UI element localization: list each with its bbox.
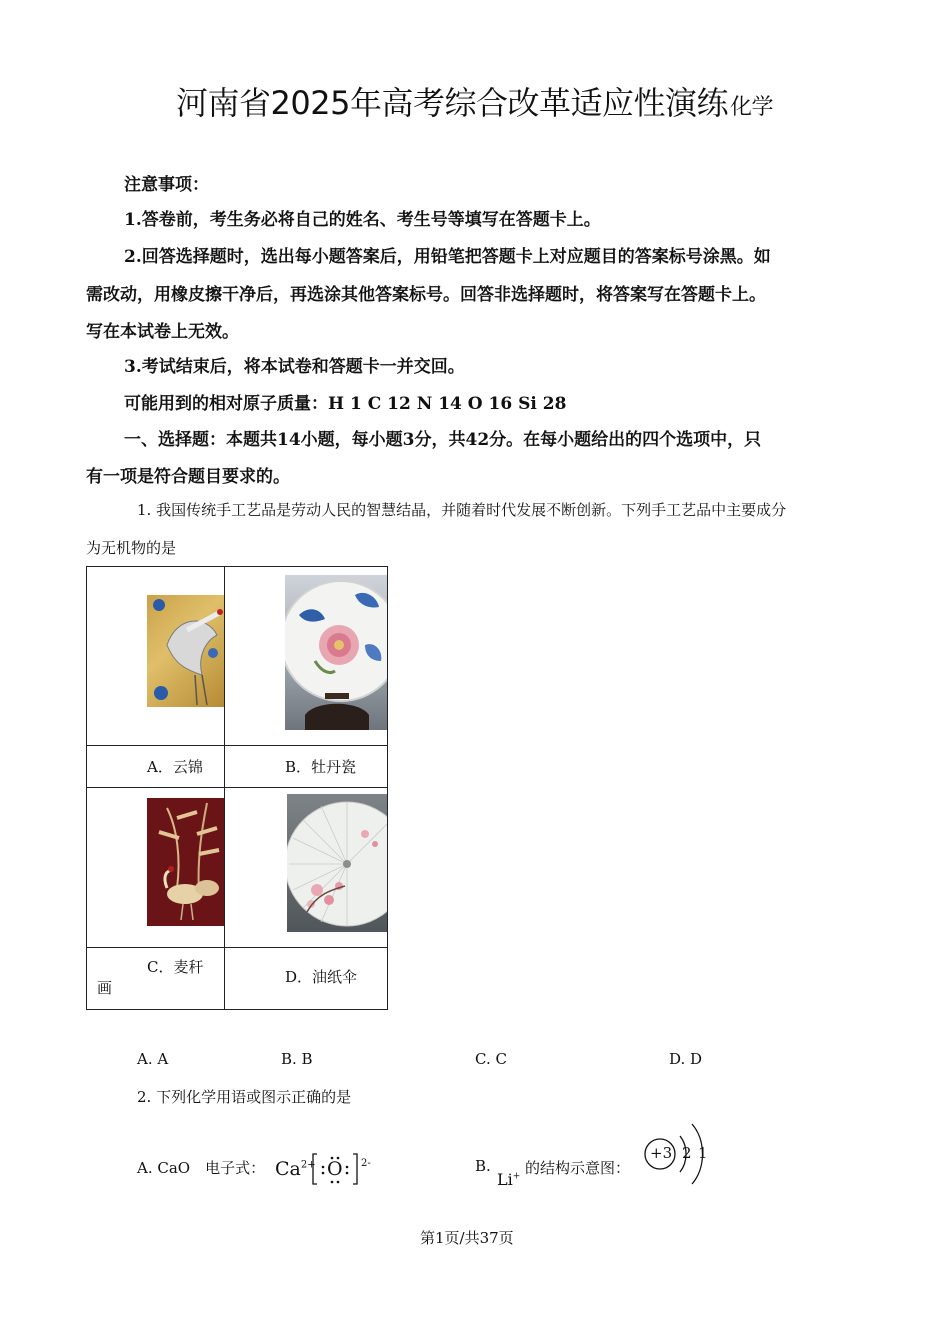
- caption-cell-d: [225, 948, 388, 1010]
- lithium-symbol: Li: [497, 1170, 513, 1189]
- q1-image-table: [86, 566, 388, 1010]
- caption-d: D．油纸伞: [285, 968, 358, 986]
- caption-b: B．牡丹瓷: [285, 758, 357, 776]
- caption-c-line-1: C．麦秆: [147, 958, 204, 976]
- caption-a: A．云锦: [147, 758, 203, 776]
- oxygen-symbol: O: [327, 1158, 343, 1180]
- q2-option-b-label[interactable]: B.: [475, 1157, 491, 1175]
- oxide-charge: 2-: [361, 1158, 371, 1169]
- oil-paper-umbrella-image: [287, 794, 387, 932]
- lithium-ion: [497, 1170, 520, 1189]
- caption-cell-c: [87, 948, 225, 1010]
- shell-1-electrons: 2: [682, 1144, 692, 1162]
- exam-title: 河南省2025年高考综合改革适应性演练化学: [176, 84, 773, 122]
- q1-option-b[interactable]: B. B: [281, 1050, 313, 1068]
- exam-subject: 化学: [729, 95, 773, 120]
- q1-option-d[interactable]: D. D: [669, 1050, 703, 1068]
- notice-item-2-line-2: 需改动，用橡皮擦干净后，再选涂其他答案标号。回答非选择题时，将答案写在答题卡上。: [86, 285, 766, 305]
- atomic-mass: 可能用到的相对原子质量：H 1 C 12 N 14 O 16 Si 28: [124, 394, 567, 414]
- mudan-porcelain-image: [285, 575, 387, 730]
- yunjin-image: [147, 595, 225, 707]
- q2-option-b-suffix: 的结构示意图：: [525, 1159, 631, 1177]
- caption-cell-a: [87, 746, 225, 788]
- q2-option-a-label[interactable]: A. CaO 电子式：: [137, 1159, 266, 1177]
- notice-item-2-line-1: 2.回答选择题时，选出每小题答案后，用铅笔把答题卡上对应题目的答案标号涂黑。如: [124, 247, 771, 267]
- caption-cell-b: [225, 746, 388, 788]
- section-1-line-2: 有一项是符合题目要求的。: [86, 467, 290, 487]
- q1-stem-line-2: 为无机物的是: [86, 539, 177, 557]
- page-footer: 第1页/共37页: [420, 1229, 514, 1247]
- cell-image-b: [225, 567, 388, 746]
- q2-stem: 2. 下列化学用语或图示正确的是: [137, 1088, 352, 1106]
- cell-image-a: [87, 567, 225, 746]
- caption-c-line-2: 画: [97, 979, 113, 997]
- cell-image-d: [225, 788, 388, 948]
- q1-option-a[interactable]: A. A: [137, 1050, 169, 1068]
- calcium-charge: 2+: [300, 1159, 316, 1171]
- notice-item-2-line-3: 写在本试卷上无效。: [86, 322, 239, 342]
- lithium-charge: +: [512, 1171, 521, 1182]
- section-1-line-1: 一、选择题：本题共14小题，每小题3分，共42分。在每小题给出的四个选项中，只: [124, 430, 762, 450]
- q1-option-c[interactable]: C. C: [475, 1050, 507, 1068]
- nucleus-charge: +3: [650, 1144, 673, 1162]
- notice-item-3: 3.考试结束后，将本试卷和答题卡一并交回。: [124, 357, 465, 377]
- notice-heading: 注意事项：: [124, 175, 209, 195]
- maigan-painting-image: [147, 798, 225, 926]
- shell-2-electrons: 1: [698, 1144, 708, 1162]
- q1-stem-line-1: 1. 我国传统手工艺品是劳动人民的智慧结晶，并随着时代发展不断创新。下列手工艺品中主要成分: [137, 501, 787, 519]
- notice-item-1: 1.答卷前，考生务必将自己的姓名、考生号等填写在答题卡上。: [124, 210, 601, 230]
- calcium-symbol: Ca: [275, 1158, 301, 1180]
- cell-image-c: [87, 788, 225, 948]
